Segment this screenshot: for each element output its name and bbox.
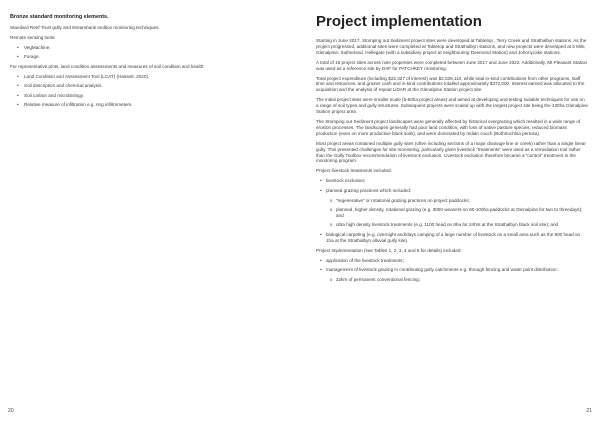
list-item: o planned, higher density, rotational grazing (e.g. 3000 weaners on 60-100ha paddocks at Glenalpine for two to threedays); and — [326, 207, 588, 219]
list-item: • livestock exclusion; — [316, 178, 588, 184]
implementation-list — [316, 258, 588, 273]
list-item: • Forage. — [10, 54, 290, 60]
paragraph: A total of 16 project sites across nine properties were completed between June 2017 and June 2022. Additionally, Mt Pleasant Station was used as a reference site by DAF for PATCHKEY monitoring. — [316, 59, 588, 71]
list-item — [316, 188, 588, 194]
paragraph: Starting in June 2017, Stomping out Sediment project sites were developed at Tabletop , Terry Creek and Strathalbyn stations. As the project progressed, additional sites were completed at Tabletop and Strathalbyn stations, and new projects were developed at 5 Mile, Glenalpine, Sutherland, Hellegate (with a subsidiary project at neighbouring Deemond Station) and Johnnycake stations. — [316, 38, 587, 55]
right-page — [300, 0, 600, 424]
paragraph: Most project areas contained multiple gully sites (often including sections of a major drainage line or creek) rather than a single linear gully. This presented challenges for site monitoring, particularly given livestock “treatments” were used as a remediation tool rather than the Gully Toolbox recommendation of livestock exclusion. Livestock exclusion therefore became a “control” treatment in the monitoring program. — [316, 140, 586, 164]
section-heading: Bronze standard monitoring elements. — [10, 14, 109, 20]
paragraph: Project livestock treatments included: — [316, 168, 392, 174]
list-item: o ultra high density livestock treatments (e.g. 1100 head on 8ha for 24hrs at the Strathalbyn black soil site); and — [326, 222, 588, 228]
right-page-content — [316, 14, 588, 287]
remote-sensing-label: Remote sensing tools: — [10, 34, 56, 40]
list-item: • Relative measure of infiltration e.g. ring infiltrometers. — [10, 102, 290, 108]
list-item: • management of livestock grazing in contributing gully catchments e.g. through fencing and water point distribution: — [316, 267, 588, 273]
list-item: • biological carpeting (e.g. overnight and/days camping of a large number of livestock on a small area such as the 800 head on 1ha at the Strathalbyn alluvial gully site). — [316, 232, 588, 244]
list-item: • Soil description and chemical analysis. — [10, 83, 290, 89]
page-number-right: 21 — [586, 408, 592, 414]
toolbox-paragraph: Standard Reef Trust gully and streambank toolbox monitoring techniques. — [10, 25, 160, 30]
paragraph: The Stomping out Sediment project landscapes were generally affected by historical overgrazing which resulted in a wide range of erosion processes. The landscapes generally had poor land condition, with loss of native pasture species, reduced biomass production (even on more productive black soils), and were dominated by Indian couch (Bothriochloa pertusa). — [316, 118, 581, 136]
biological-carpeting-list — [316, 232, 588, 244]
plot-measures-list — [10, 74, 290, 108]
list-item: • VegMachine. — [10, 45, 290, 51]
paragraph: The initial project sites were smaller scale (5-50ha project areas) and aimed at developing and testing suitable techniques for use on a range of soil types and gully structures. Subsequent projects were scaled up with the largest project site being the 430ha Glenalpine Station project area. — [316, 97, 588, 115]
list-item: • application of the livestock treatments; — [316, 258, 588, 264]
list-item: • Land Condition and Assessment Tool (LCAT) (Hassett, 2020). — [10, 74, 290, 80]
paragraph: Project implementation (see Tables 1, 2, 3, 4 and 5 for details) included: — [316, 247, 462, 253]
remote-sensing-list — [10, 45, 290, 60]
treatments-list — [316, 178, 588, 193]
page-number-left: 20 — [8, 408, 14, 414]
list-item: o 22km of permanent conventional fencing; — [326, 277, 588, 283]
list-item: • Soil carbon and microbiology. — [10, 93, 290, 99]
page-title: Project implementation — [316, 13, 482, 30]
list-item-text: planned grazing practices which included: — [326, 187, 412, 193]
grazing-practices-list — [326, 198, 588, 229]
left-page-content — [10, 14, 290, 112]
plots-paragraph: For representative plots, land condition assessments and measures of soil condition and health: — [10, 64, 205, 70]
list-item: o “regenerative” or rotational grazing practices on project paddocks; — [326, 198, 588, 204]
paragraph: Total project expenditure (including $22,327 of interest) was $2,039,110, while total in-kind contributions from other programs, staff time and resources, and grazier cash and in-kind contributions totalled approximately $372,000. Interest earned was allocated to the acquisition and the analysis of repeat LiDAR at the Glenalpine Station project site. — [316, 75, 585, 93]
fencing-list — [326, 277, 588, 283]
